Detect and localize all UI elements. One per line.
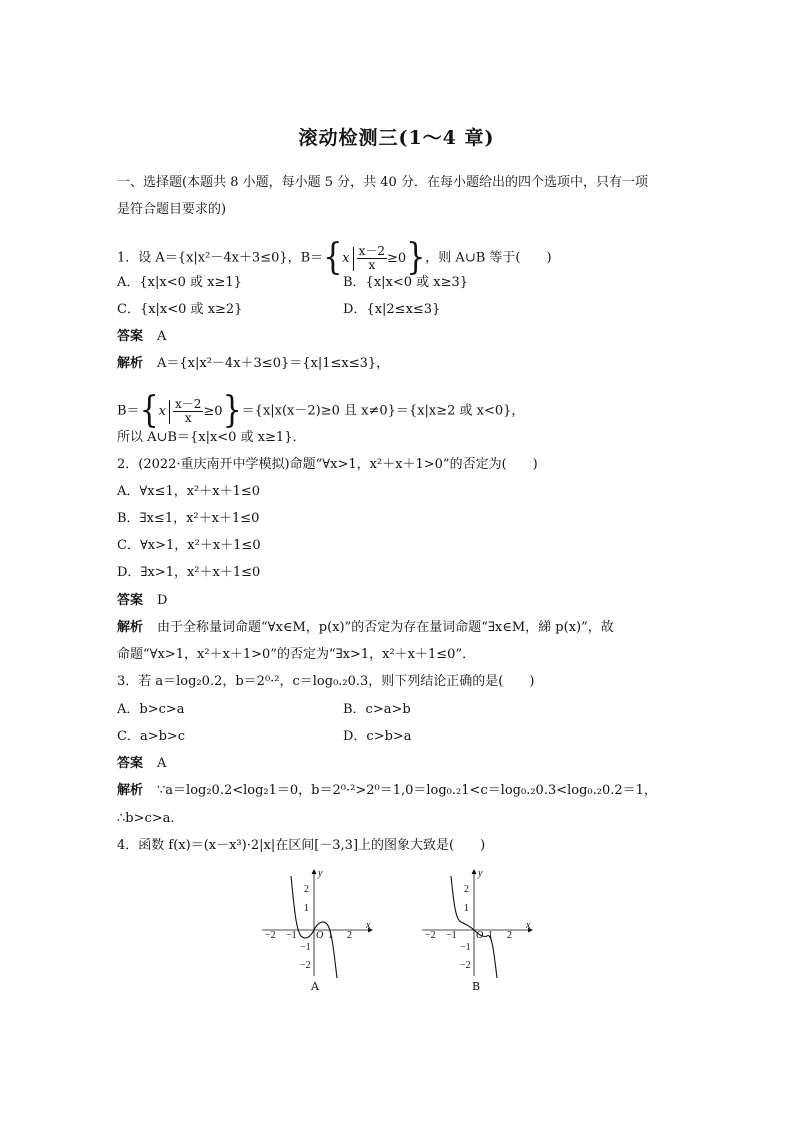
x-tick-label: 1 [328,930,333,941]
q2-analysis-1 [117,620,614,636]
page-title: 滚动检测三(1～4 章) [298,127,495,149]
q3-option-b: B．c>a>b [343,702,411,717]
q1-analysis-1 [117,356,389,372]
x-tick-label: 1 [488,930,493,941]
set-var: x [158,403,166,419]
q1-stem-pre: 1．设 A＝{x|x²－4x＋3≤0}，B＝ [117,250,324,266]
left-brace-icon: { [139,389,159,432]
analysis-label: 解析 [117,783,144,798]
fraction-numerator: x－2 [175,397,202,411]
right-brace-icon: } [406,236,426,279]
answer-label: 答案 [117,329,144,344]
x-tick-label: −2 [265,930,276,941]
origin-label: O [316,930,324,941]
q2-analysis-2: 命题“∀x>1，x²＋x＋1>0”的否定为“∃x>1，x²＋x＋1≤0”． [117,647,476,662]
analysis-text: ∵a＝log₂0.2<log₂1＝0，b＝2⁰·²>2⁰＝1,0＝log₀.₂1<c＝log₀.₂0.3<log₀.₂0.2＝1， [157,783,657,798]
y-axis-label: y [478,868,483,879]
x-axis-label: x [366,920,371,931]
graph-b-caption: B [472,980,481,993]
set-divider [169,400,170,424]
analysis-text: A＝{x|x²－4x＋3≤0}＝{x|1≤x≤3}， [157,356,390,371]
graph-a-caption: A [311,980,319,993]
fraction-numerator: x－2 [358,244,386,258]
q2-option-c: C．∀x>1，x²＋x＋1≤0 [117,538,261,553]
fraction [173,398,203,425]
section-heading: 一、选择题(本题共 8 小题，每小题 5 分，共 40 分．在每小题给出的四个选项中，只有一项 [117,175,648,190]
y-tick-label: −2 [300,960,311,971]
q1-fraction [357,245,387,272]
x-tick-label: −1 [446,930,457,941]
q2-option-a: A．∀x≤1，x²＋x＋1≤0 [117,484,261,499]
analysis-text: 由于全称量词命题“∀x∈M，p(x)”的否定为存在量词命题“∃x∈M，綈 p(x)”，故 [157,620,614,635]
origin-label: O [476,930,484,941]
analysis-text: B＝ [117,403,140,419]
x-tick-label: 2 [347,930,352,941]
q3-analysis-2: ∴b>c>a. [117,811,175,826]
fraction-denominator: x [184,411,192,425]
section-heading-cont: 是符合题目要求的) [117,202,227,217]
q2-option-b: B．∃x≤1，x²＋x＋1≤0 [117,511,260,526]
q1-option-c: C．{x|x<0 或 x≥2} [117,302,243,317]
y-tick-label: −2 [460,960,471,971]
q2-answer [117,593,167,609]
q3-option-a: A．b>c>a [117,702,185,717]
q2-option-d: D．∃x>1，x²＋x＋1≤0 [117,565,261,580]
analysis-label: 解析 [117,356,144,371]
q1-set-var: x [342,250,350,266]
q1-stem-post: ，则 A∪B 等于( ) [425,250,552,266]
right-brace-icon: } [222,389,242,432]
y-axis-label: y [318,868,323,879]
x-axis-label: x [526,920,531,931]
answer-label: 答案 [117,593,144,608]
q1-stem [117,236,552,279]
q1-option-a: A．{x|x<0 或 x≥1} [117,275,242,290]
set-condition: ≥0 [203,403,223,419]
q3-option-d: D．c>b>a [343,729,412,744]
y-axis-arrow-icon [472,869,477,874]
x-tick-label: −1 [286,930,297,941]
x-tick-label: 2 [507,930,512,941]
x-tick-label: −2 [425,930,436,941]
q3-answer [117,756,166,772]
graph-a [258,866,378,981]
answer-value: D [157,593,168,608]
y-axis-arrow-icon [312,869,317,874]
q1-option-b: B．{x|x<0 或 x≥3} [343,275,469,290]
answer-value: A [157,756,167,771]
answer-label: 答案 [117,756,144,771]
y-tick-label: −1 [300,942,311,953]
analysis-text: ＝{x|x(x－2)≥0 且 x≠0}＝{x|x≥2 或 x<0}， [241,403,525,419]
answer-value: A [157,329,167,344]
q1-analysis-3: 所以 A∪B＝{x|x<0 或 x≥1}． [117,430,306,445]
fraction-denominator: x [368,258,376,272]
graph-b [418,866,538,981]
y-tick-label: −1 [460,942,471,953]
q3-analysis-1 [117,783,657,799]
q3-option-c: C．a>b>c [117,729,186,744]
y-tick-label: 1 [464,903,469,914]
q4-stem: 4．函数 f(x)＝(x－x³)·2|x|在区间[－3,3]上的图象大致是( ) [117,838,486,853]
y-tick-label: 2 [304,884,309,895]
q1-analysis-2 [117,389,525,432]
analysis-label: 解析 [117,620,144,635]
left-brace-icon: { [323,236,343,279]
q1-answer [117,329,166,345]
q3-stem: 3．若 a＝log₂0.2，b＝2⁰·²，c＝log₀.₂0.3，则下列结论正确的是( ) [117,674,535,689]
y-tick-label: 1 [304,903,309,914]
q1-option-d: D．{x|2≤x≤3} [343,302,441,317]
y-tick-label: 2 [464,884,469,895]
q1-set-condition: ≥0 [387,250,407,266]
set-divider [353,247,354,271]
q2-stem: 2．(2022·重庆南开中学模拟)命题“∀x>1，x²＋x＋1>0”的否定为( ) [117,457,538,472]
